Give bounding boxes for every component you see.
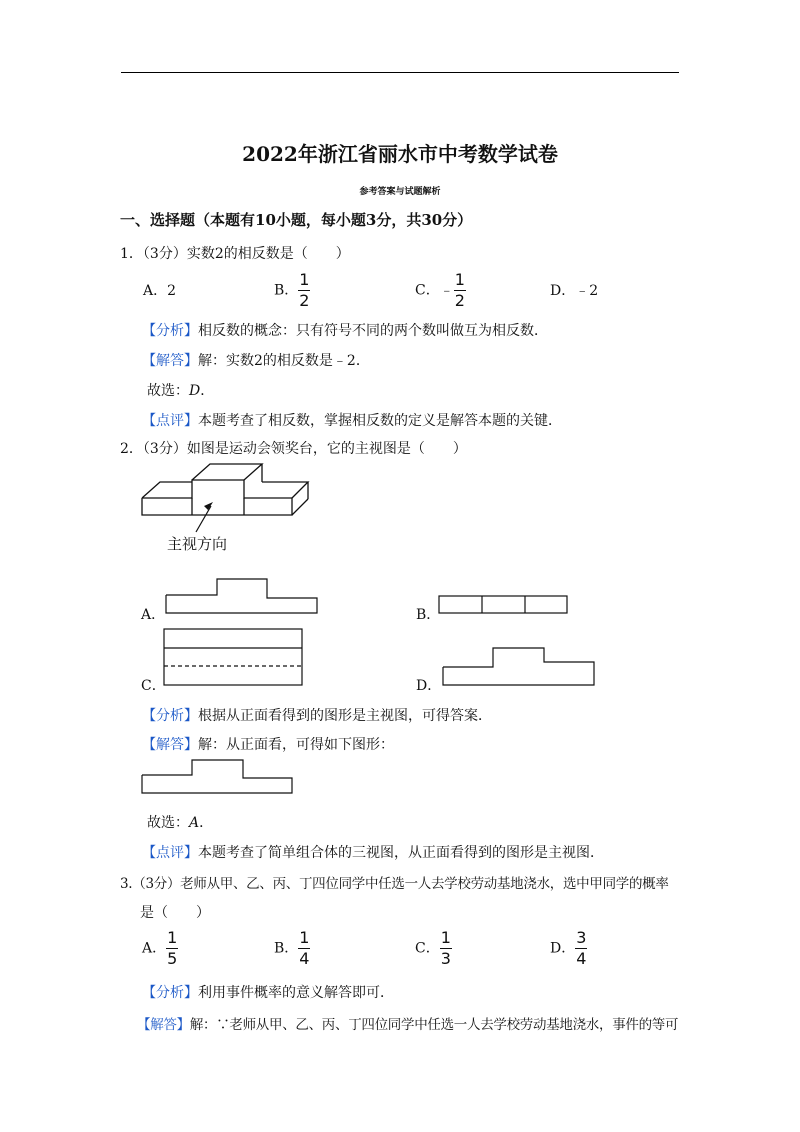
choice-suffix: ． (199, 815, 214, 831)
q3-option-b-fraction (298, 930, 310, 967)
q3-option-b (274, 930, 310, 967)
q2-choice (147, 812, 213, 832)
comment-text: 本题考查了相反数，掌握相反数的定义是解答本题的关键． (198, 413, 562, 429)
q3-option-c-prefix: C． (415, 940, 440, 957)
q3-option-c-fraction (440, 930, 452, 967)
fraction-numerator: 3 (576, 928, 587, 947)
document-subtitle: 参考答案与试题解析 (359, 187, 441, 197)
q2-comment (142, 842, 604, 862)
solution-tag: 【解答】 (142, 353, 198, 369)
q3-option-d (550, 930, 587, 967)
fraction-denominator: 5 (167, 949, 178, 968)
q3-stem-line2: 是（ ） (140, 905, 210, 921)
q2-stem: 2．（3分）如图是运动会领奖台，它的主视图是（ ） (120, 441, 467, 457)
q1-option-d: D．﹣2 (550, 283, 599, 299)
q3-option-c (415, 930, 452, 967)
section-heading: 一、选择题（本题有10小题，每小题3分，共30分） (120, 211, 473, 229)
q3-option-d-prefix: D． (550, 940, 576, 957)
q2-option-b-label: B． (416, 607, 441, 623)
q1-option-a: A．2 (143, 283, 177, 299)
q1-stem: 1．（3分）实数2的相反数是（ ） (120, 246, 350, 262)
q2-option-c-label: C． (141, 678, 166, 694)
q3-option-a-prefix: A． (142, 940, 167, 957)
fraction-denominator: 2 (299, 291, 310, 310)
q3-option-a-fraction (166, 930, 178, 967)
q1-option-b-prefix: B． (274, 282, 299, 299)
solution-tag: 【解答】 (137, 1017, 190, 1033)
analysis-tag: 【分析】 (142, 323, 198, 339)
document-title: 2022年浙江省丽水市中考数学试卷 (242, 142, 558, 166)
choice-suffix: ． (200, 383, 215, 399)
fraction-numerator: 1 (440, 928, 451, 947)
fraction-denominator: 3 (440, 949, 451, 968)
q3-solution (137, 1013, 678, 1033)
analysis-tag: 【分析】 (142, 985, 198, 1001)
comment-tag: 【点评】 (142, 845, 198, 861)
fraction-numerator: 1 (454, 270, 465, 289)
analysis-text: 利用事件概率的意义解答即可． (198, 985, 394, 1001)
solution-tag: 【解答】 (142, 737, 198, 753)
solution-text: 解：从正面看，可得如下图形： (198, 737, 394, 753)
fraction-numerator: 1 (167, 928, 178, 947)
q3-option-d-fraction (575, 930, 587, 967)
choice-prefix: 故选： (147, 815, 189, 831)
fraction-denominator: 4 (576, 949, 587, 968)
fraction-numerator: 1 (299, 928, 310, 947)
q3-option-a (142, 930, 178, 967)
q1-option-c-prefix: C．﹣ (415, 282, 454, 299)
solution-text: 解：∵老师从甲、乙、丙、丁四位同学中任选一人去学校劳动基地浇水，事件的等可 (189, 1017, 679, 1033)
view-direction-label: 主视方向 (167, 535, 228, 553)
q2-option-d-label: D． (416, 678, 442, 694)
comment-text: 本题考查了简单组合体的三视图，从正面看得到的图形是主视图． (198, 845, 604, 861)
solution-text: 解：实数2的相反数是﹣2． (198, 353, 370, 369)
q3-option-b-prefix: B． (274, 940, 299, 957)
q2-option-a-label: A． (141, 607, 166, 623)
fraction-denominator: 4 (299, 949, 310, 968)
analysis-tag: 【分析】 (142, 708, 198, 724)
q3-analysis (142, 982, 394, 1002)
fraction-denominator: 2 (454, 291, 465, 310)
comment-tag: 【点评】 (142, 413, 198, 429)
choice-prefix: 故选： (147, 383, 189, 399)
analysis-text: 根据从正面看得到的图形是主视图，可得答案． (198, 708, 492, 724)
analysis-text: 相反数的概念：只有符号不同的两个数叫做互为相反数． (198, 323, 548, 339)
q3-stem-line1: 3.（3分）老师从甲、乙、丙、丁四位同学中任选一人去学校劳动基地浇水，选中甲同学的概率 (120, 876, 669, 892)
choice-letter: D (189, 383, 201, 399)
choice-letter: A (189, 815, 200, 831)
fraction-numerator: 1 (299, 270, 310, 289)
